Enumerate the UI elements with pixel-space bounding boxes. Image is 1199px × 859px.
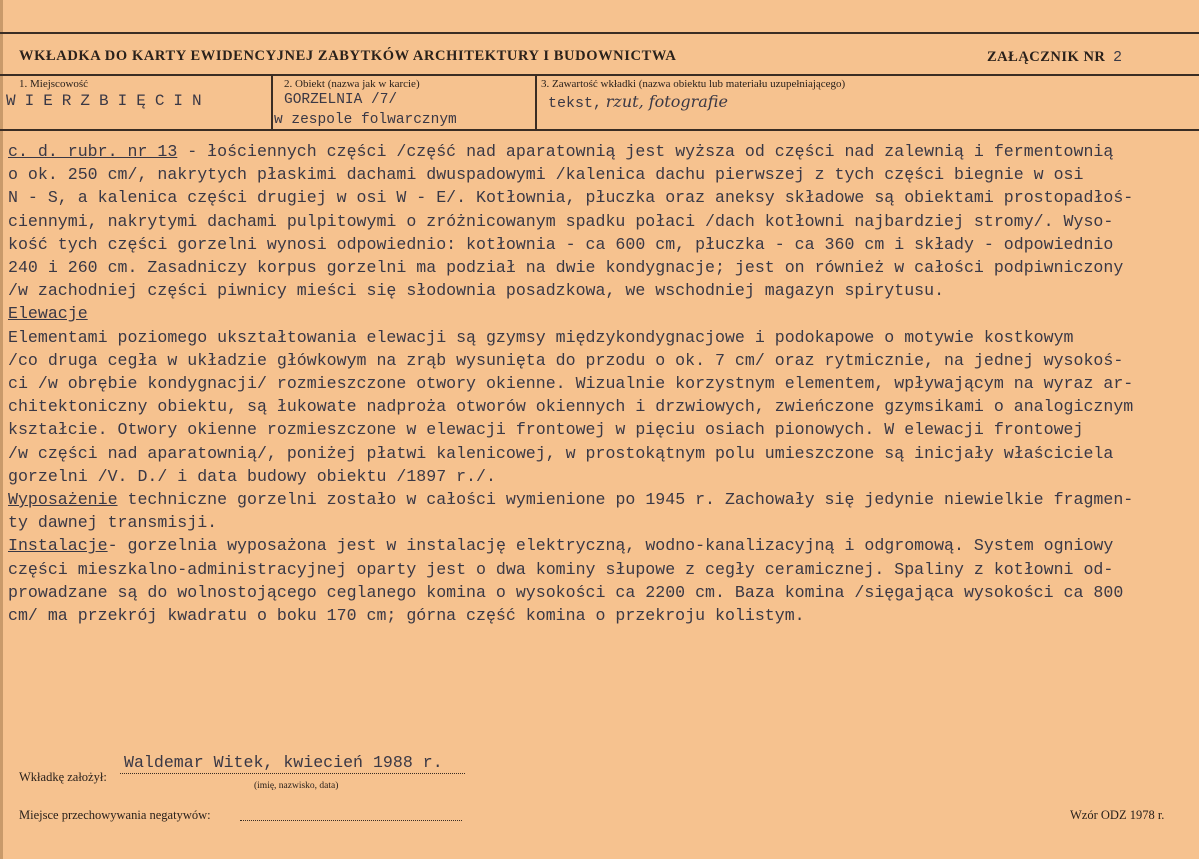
body-line: kształcie. Otwory okienne rozmieszczone w elewacji frontowej w pięciu osiach pionowych. W elewacji frontowej [8,420,1084,440]
field-divider-1 [271,74,273,130]
negatives-dotted-line [240,820,462,821]
body-line: /w części nad aparatownią/, poniżej płatwi kalenicowej, w prostokątnym polu umieszczone są inicjały właściciela [8,443,1114,463]
description-text [8,140,1198,627]
body-line: cm/ ma przekrój kwadratu o boku 170 cm; górna część komina o przekroju kolistym. [8,606,805,626]
made-by-caption: (imię, nazwisko, data) [254,781,339,791]
contents-label: 3. Zawartość wkładki (nazwa obiektu lub materiału uzupełniającego) [541,78,846,90]
body-line: - łościennych części /część nad aparatownią jest wyższa od części nad zalewnią i fermentownią [177,142,1114,161]
object-value-line1: GORZELNIA /7/ [284,92,398,108]
body-line: ciennymi, nakrytymi dachami pulpitowymi o zróżnicowanym spadku połaci /dach kotłowni najbardziej stromy/. Wyso- [8,211,1114,231]
body-line: Elementami poziomego ukształtowania elewacji są gzymsy międzykondygnacjowe i podokapowe o motywie kostkowym [8,327,1074,347]
form-model: Wzór ODZ 1978 r. [1070,808,1165,822]
object-label: 2. Obiekt (nazwa jak w karcie) [284,78,420,90]
annex-number: 2 [1113,48,1123,65]
continuation-ref: c. d. rubr. nr 13 [8,142,178,161]
fields-top-rule [0,74,1199,76]
body-line: /co druga cegła w układzie główkowym na zrąb wysunięta do przodu o ok. 7 cm/ oraz rytmicznie, na jednej wysokoś- [8,350,1124,370]
object-value-line2: w zespole folwarcznym [274,112,457,128]
made-by-dotted-line [120,773,465,774]
made-by-value: Waldemar Witek, kwiecień 1988 r. [124,753,443,772]
body-line: kość tych części gorzelni wynosi odpowiednio: kotłownia - ca 600 cm, płuczka - ca 360 cm i składy - odpowiednio [8,234,1114,254]
locality-value: WIERZBIĘCIN [6,92,211,110]
body-line: - gorzelnia wyposażona jest w instalację elektryczną, wodno-kanalizacyjną i odgromową. System ogniowy [107,536,1114,556]
negatives-label: Miejsce przechowywania negatywów: [19,808,211,822]
body-line: N - S, a kalenica części drugiej w osi W - E/. Kotłownia, płuczka oraz aneksy składowe są obiektami prostopadłoś- [8,188,1134,208]
contents-value [548,92,728,112]
body-line: ci /w obrębie kondygnacji/ rozmieszczone otwory okienne. Wizualnie korzystnym elementem, wpływającym na wyraz ar- [8,374,1134,394]
top-rule [0,32,1199,34]
body-line: 240 i 260 cm. Zasadniczy korpus gorzelni ma podział na dwie kondygnacje; jest on również w całości podpiwniczony [8,258,1124,278]
section-heading-installations: Instalacje [8,536,108,556]
body-line: techniczne gorzelni zostało w całości wymienione po 1945 r. Zachowały się jedynie niewielkie fragmen- [117,490,1134,510]
annex-label: ZAŁĄCZNIK NR [987,49,1106,65]
body-line: prowadzane są do wolnostojącego ceglanego komina o wysokości ca 2200 cm. Baza komina /sięgająca wysokości ca 800 [8,582,1124,602]
field-divider-2 [535,74,537,130]
body-line: /w zachodniej części piwnicy mieści się słodownia posadzkowa, we wschodniej magazyn spirytusu. [8,281,945,301]
body-line: chitektoniczny obiektu, są łukowate nadproża otworów okiennych i drzwiowych, zwieńczone gzymsikami o analogicznym [8,397,1134,417]
body-line: gorzelni /V. D./ i data budowy obiektu /1897 r./. [8,466,496,486]
annex-number-field [987,48,1122,66]
body-line: części mieszkalno-administracyjnej oparty jest o dwa kominy słupowe z cegły ceramicznej. Spaliny z kotłowni od- [8,559,1114,579]
fields-bottom-rule [0,129,1199,131]
locality-label: 1. Miejscowość [19,78,89,90]
section-heading-equipment: Wyposażenie [8,490,118,510]
contents-typed: tekst, [548,95,603,112]
made-by-label: Wkładkę założył: [19,770,107,784]
body-line: o ok. 250 cm/, nakrytych płaskimi dachami dwuspadowymi /kalenica dachu pierwszej z tych części biegnie w osi [8,165,1084,185]
body-line: ty dawnej transmisji. [8,513,218,533]
contents-handwritten: rzut, fotografie [605,92,728,111]
section-heading-elevations: Elewacje [8,304,88,324]
form-title: WKŁADKA DO KARTY EWIDENCYJNEJ ZABYTKÓW ARCHITEKTURY I BUDOWNICTWA [19,48,677,64]
